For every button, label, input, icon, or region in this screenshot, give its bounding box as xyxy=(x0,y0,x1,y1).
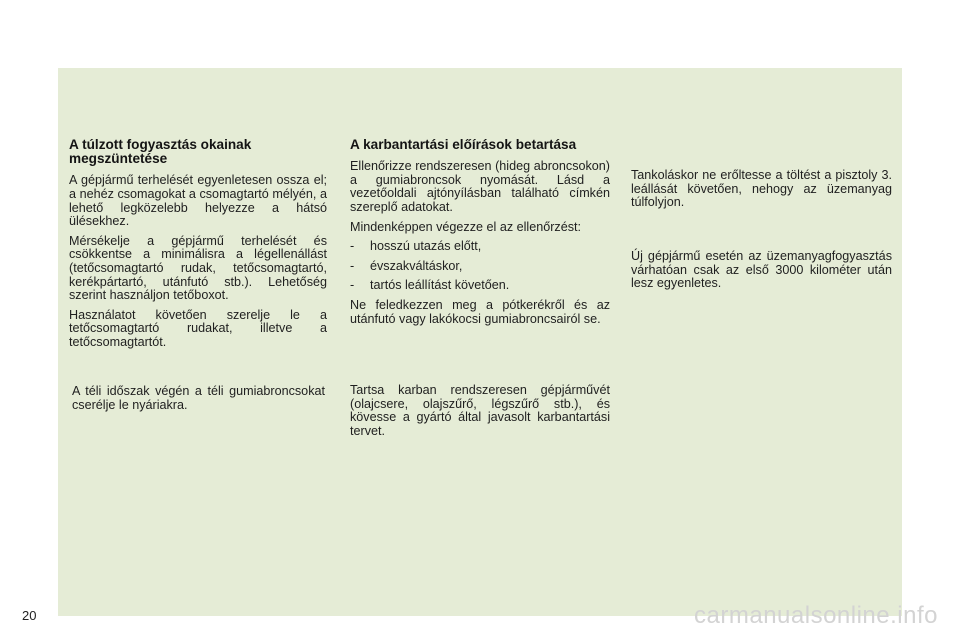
paragraph: Mérsékelje a gépjármű terhelését és csökkentse a minimálisra a légellenállást (tetőcsomagtartó rudak, tetőcsomagtartó, kerékpártartó, utánfutó stb.). Lehetőség szerint használjon tetőboxot. xyxy=(69,233,327,303)
watermark: carmanualsonline.info xyxy=(694,602,938,629)
section-excess-consumption xyxy=(69,138,327,356)
tip-text: A téli időszak végén a téli gumiabroncsokat cserélje le nyáriakra. xyxy=(72,384,325,412)
section-maintenance xyxy=(350,138,610,332)
tip-text: Új gépjármű esetén az üzemanyagfogyasztás várhatóan csak az első 3000 kilométer után lesz egyenletes. xyxy=(631,249,892,291)
list-item: - hosszú utazás előtt, xyxy=(350,240,610,254)
list-item: - tartós leállítást követően. xyxy=(350,279,610,293)
section-title: A túlzott fogyasztás okainak megszüntetése xyxy=(69,137,252,167)
paragraph: Ne feledkezzen meg a pótkerékről és az utánfutó vagy lakókocsi gumiabroncsairól se. xyxy=(350,297,610,326)
paragraph: Ellenőrizze rendszeresen (hideg abroncsokon) a gumiabroncsok nyomását. Lásd a vezetőoldali ajtónyílásban található címkén szereplő adatokat. xyxy=(350,159,610,214)
tip-text: Tartsa karban rendszeresen gépjárművét (olajcsere, olajszűrő, légszűrő stb.), és kövesse a gyártó által javasolt karbantartási tervet. xyxy=(350,383,610,438)
paragraph: Mindenképpen végezze el az ellenőrzést: xyxy=(350,219,582,234)
paragraph: Használatot követően szerelje le a tetőcsomagtartó rudakat, illetve a tetőcsomagtartót. xyxy=(69,307,327,349)
check-list xyxy=(350,240,610,293)
section-refuelling xyxy=(631,169,892,216)
section-title: A karbantartási előírások betartása xyxy=(350,137,577,152)
paragraph: Tankoláskor ne erőltesse a töltést a pisztoly 3. leállását követően, nehogy az üzemanyag túlfolyjon. xyxy=(631,168,892,210)
paragraph: A gépjármű terhelését egyenletesen ossza el; a nehéz csomagokat a csomagtartó mélyén, a lehető legközelebb helyezze a hátsó ülésekhez. xyxy=(69,173,327,229)
list-item: - évszakváltáskor, xyxy=(350,260,610,274)
page-number: 20 xyxy=(22,608,37,623)
